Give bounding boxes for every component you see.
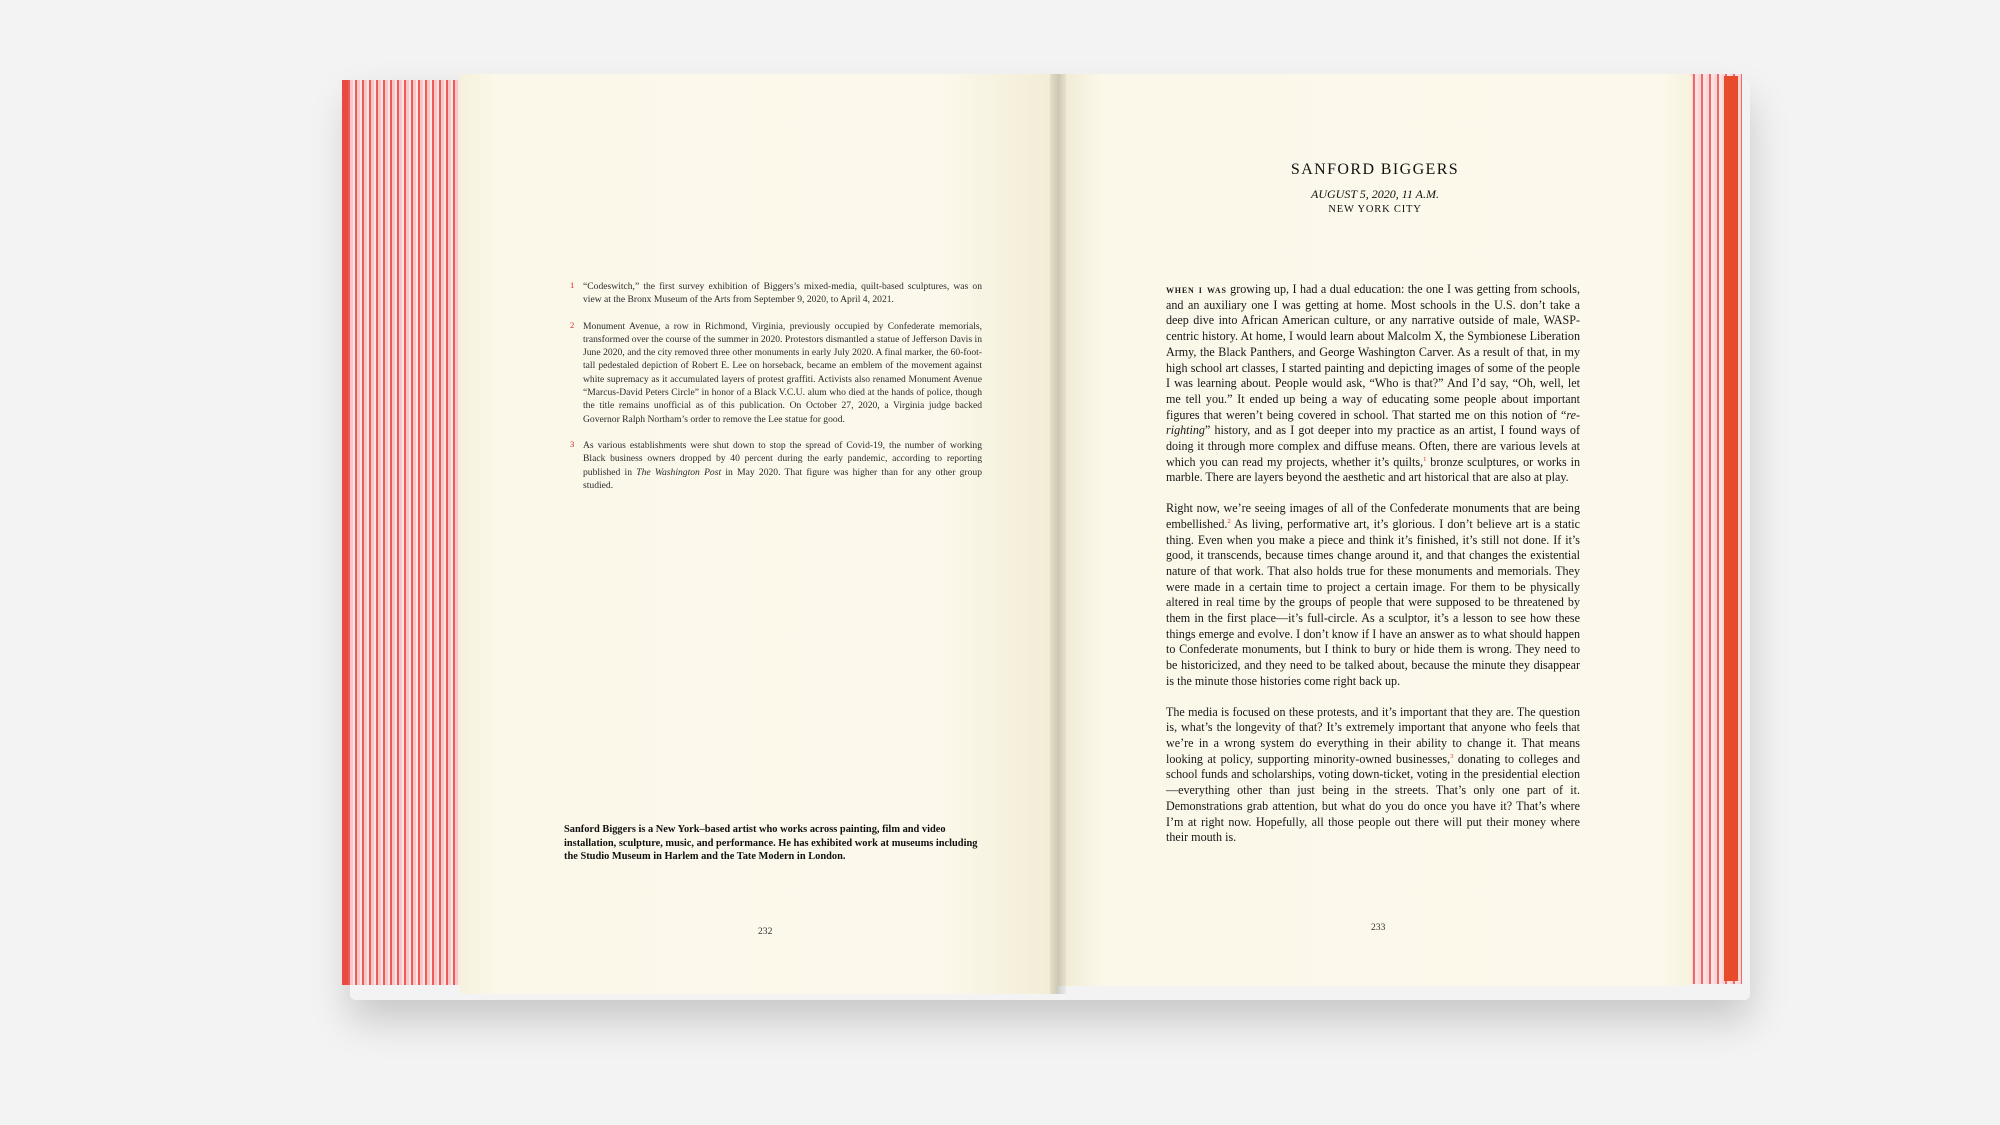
paragraph-2 [1166,501,1580,689]
footnote-text-part: in May 2020. That figure was higher than for any other group studied. [583,466,983,491]
footnote-ref: 1 [1423,455,1427,463]
footnote [570,320,982,426]
paragraph-text: The media is focused on these protests, and it’s important that they are. The question is, what’s the longevity of that? It’s extremely important that anyone who feels that we’re in a wrong system do everything in their ability to change it. That means looking at policy, supporting minority-owned businesses, [1166,704,1580,766]
footnote-text: Monument Avenue, a row in Richmond, Virginia, previously occupied by Confederate memorials, transformed over the course of the summer in 2020. Protestors dismantled a statue of Jefferson Davis in June 2020, and the city removed three other monuments in early July 2020. A final marker, the 60-foot-tall pedestaled depiction of Robert E. Lee on horseback, became an emblem of the movement against white supremacy as it accumulated layers of protest graffiti. Activists also renamed Monument Avenue “Marcus-David Peters Circle” in honor of a Black V.C.U. alum who died at the hands of police, though the title remains unofficial as of this publication. On October 27, 2020, a Virginia judge backed Governor Ralph Northam’s order to remove the Lee statue for good. [583,320,982,425]
paragraph-3 [1166,705,1580,846]
page-number-left: 232 [758,926,773,937]
page-number-right: 233 [1371,922,1386,933]
paragraph-text: bronze sculptures, or works in marble. There are layers beyond the aesthetic and art historical that are also at play. [1166,454,1580,485]
emphasis: re-righting [1166,407,1580,438]
paragraph-text: ” history, and as I got deeper into my practice as an artist, I found ways of doing it through more complex and diffuse means. Often, there are various levels at which you can read my projects, whether it’s quilts, [1166,423,1580,469]
paragraph-text: Right now, we’re seeing images of all of the Confederate monuments that are being embellished. [1166,501,1580,531]
footnote-number: 2 [570,319,575,330]
paragraph-text: growing up, I had a dual education: the one I was getting from schools, and an auxiliary one I was getting at home. Most schools in the U.S. don’t take a deep dive into African American culture, or any narrative outside of male, WASP-centric history. At home, I would learn about Malcolm X, the Symbionese Liberation Army, the Black Panthers, and George Washington Carver. As a result of that, in my high school art classes, I started painting and depicting images of some of the people I was learning about. People would ask, “Who is that?” And I’d say, “Oh, well, let me tell you.” It ended up being a way of educating some people about important figures that weren’t being covered in school. That started me on this notion of “ [1166,282,1580,422]
footnote-number: 1 [570,280,575,290]
paragraph-1 [1166,282,1580,486]
footnotes [570,280,982,505]
author-bio: Sanford Biggers is a New York–based artist who works across painting, film and video installation, sculpture, music, and performance. He has exhibited work at museums including the Studio Museum in Harlem and the Tate Modern in London. [564,824,978,863]
footnote-ref: 3 [1450,752,1454,760]
publication-title: The Washington Post [636,466,722,478]
interview-date: AUGUST 5, 2020, 11 A.M. [1310,187,1439,201]
interview-location: NEW YORK CITY [1328,204,1422,215]
paragraph-text: As living, performative art, it’s glorious. I don’t believe art is a static thing. Even when you make a piece and think it’s finished, it’s still not done. If it’s good, it transcends, because times change around it, and that changes the existential nature of that work. That also holds true for these monuments and memorials. They were made in a certain time to project a certain image. For them to be physically altered in real time by the groups of people that were supposed to be threatened by them in the first place—it’s full-circle. As a sculptor, it’s a lesson to see how these things emerge and evolve. I don’t know if I have an answer as to what should happen to Confederate monuments, but I think to bury or hide them is wrong. They need to be historicized, and they need to be talked about, because the minute they disappear is the minute those histories come right back up. [1166,516,1580,688]
footnote-text [583,439,982,492]
footnote-text: “Codeswitch,” the first survey exhibition of Biggers’s mixed-media, quilt-based sculptures, was on view at the Bronx Museum of the Arts from September 9, 2020, to April 4, 2021. [583,281,982,306]
interview-author: SANFORD BIGGERS [1290,161,1460,178]
footnote [570,439,982,492]
footnote-ref: 2 [1227,517,1231,525]
footnote-number: 3 [570,438,575,449]
footnote [570,280,982,307]
book-cover-edge [1724,76,1738,981]
page-block-left-edge [342,80,473,985]
lead-in: when i was [1166,282,1227,296]
paragraph-text: donating to colleges and school funds and scholarships, voting down-ticket, voting in the presidential election—everything other than just being in the streets. That’s only one part of it. Demonstrations grab attention, but what do you do once you have it? That’s where I’m at right now. Hopefully, all those people out there will put their money where their mouth is. [1166,751,1580,845]
footnote-text-part: As various establishments were shut down to stop the spread of Covid-19, the number of working Black business owners dropped by 40 percent during the early pandemic, according to reporting published in [583,439,982,478]
interview-body [1166,282,1580,861]
